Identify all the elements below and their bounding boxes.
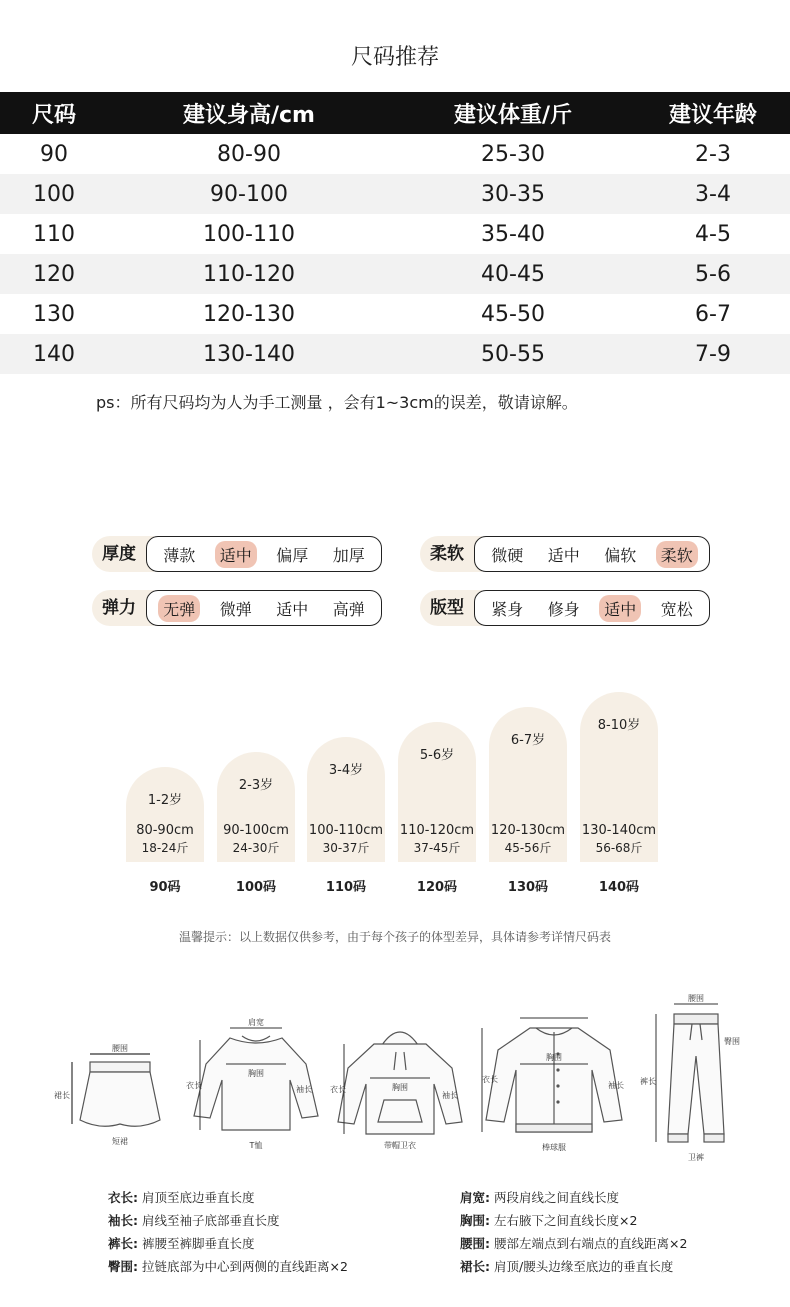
weight-range: 18-24斤 xyxy=(141,841,189,855)
age-bar xyxy=(580,692,658,862)
skirt-label-length: 裙长 xyxy=(54,1091,70,1100)
age-bar xyxy=(489,707,567,862)
definition-term: 裙长: xyxy=(460,1259,490,1274)
height-range: 120-130cm xyxy=(490,823,566,838)
attr-option: 薄款 xyxy=(163,545,196,565)
definition-row xyxy=(460,1255,687,1278)
jacket-diagram xyxy=(474,1008,634,1156)
attr-label: 厚度 xyxy=(92,536,154,572)
pants-label-waist: 腰围 xyxy=(688,994,704,1003)
table-cell: 80-90 xyxy=(217,141,281,167)
table-row xyxy=(0,174,790,214)
attr-option: 紧身 xyxy=(491,599,524,619)
definition-row xyxy=(108,1186,348,1209)
age-label: 8-10岁 xyxy=(597,718,641,733)
attr-options xyxy=(146,590,382,626)
attr-option: 修身 xyxy=(547,599,580,619)
attr-option: 偏软 xyxy=(604,545,637,565)
definition-desc: 腰部左端点到右端点的直线距离×2 xyxy=(493,1236,688,1251)
size-code: 120码 xyxy=(416,880,458,895)
table-cell: 120-130 xyxy=(203,301,295,327)
table-cell: 5-6 xyxy=(695,261,731,287)
table-cell: 90 xyxy=(40,141,68,167)
age-bar xyxy=(217,752,295,862)
table-cell: 110 xyxy=(33,221,75,247)
age-label: 1-2岁 xyxy=(147,793,183,808)
size-code: 130码 xyxy=(507,880,549,895)
pants-caption: 卫裤 xyxy=(688,1153,704,1162)
weight-range: 24-30斤 xyxy=(232,841,280,855)
attr-option: 适中 xyxy=(276,599,309,619)
attr-option: 偏厚 xyxy=(276,545,309,565)
height-range: 110-120cm xyxy=(399,823,475,838)
table-cell: 25-30 xyxy=(481,141,545,167)
pants-label-hip: 臀围 xyxy=(724,1037,740,1046)
jacket-label-sleeve: 袖长 xyxy=(608,1081,624,1090)
page-title: 尺码推荐 xyxy=(350,45,439,70)
attr-option: 加厚 xyxy=(332,545,365,565)
attr-label: 版型 xyxy=(420,590,482,626)
attr-option: 适中 xyxy=(215,541,257,568)
table-cell: 30-35 xyxy=(481,181,545,207)
table-row xyxy=(0,334,790,374)
attr-options xyxy=(474,590,710,626)
definition-desc: 裤腰至裤脚垂直长度 xyxy=(141,1236,255,1251)
definition-desc: 肩顶/腰头边缘至底边的垂直长度 xyxy=(493,1259,674,1274)
size-tip: 温馨提示：以上数据仅供参考，由于每个孩子的体型差异，具体请参考详情尺码表 xyxy=(178,930,611,944)
table-cell: 50-55 xyxy=(481,341,545,367)
table-row xyxy=(0,134,790,174)
definition-row xyxy=(460,1232,687,1255)
table-header-cell: 建议年龄 xyxy=(668,102,757,128)
table-row xyxy=(0,214,790,254)
age-label: 6-7岁 xyxy=(510,733,546,748)
hoodie-caption: 带帽卫衣 xyxy=(384,1141,416,1150)
definition-desc: 肩顶至底边垂直长度 xyxy=(141,1190,255,1205)
definition-row xyxy=(460,1209,687,1232)
definition-term: 裤长: xyxy=(108,1236,138,1251)
attr-label: 柔软 xyxy=(420,536,482,572)
hoodie-label-sleeve: 袖长 xyxy=(442,1091,458,1100)
weight-range: 45-56斤 xyxy=(504,841,552,855)
size-code: 110码 xyxy=(325,880,367,895)
table-cell: 110-120 xyxy=(203,261,295,287)
attr-option: 高弹 xyxy=(332,599,365,619)
definition-desc: 拉链底部为中心到两侧的直线距离×2 xyxy=(141,1259,348,1274)
definition-term: 胸围: xyxy=(460,1213,490,1228)
table-cell: 7-9 xyxy=(695,341,731,367)
definition-term: 衣长: xyxy=(108,1190,138,1205)
table-cell: 2-3 xyxy=(695,141,731,167)
attr-options xyxy=(146,536,382,572)
age-label: 5-6岁 xyxy=(419,748,455,763)
jacket-label-chest: 胸围 xyxy=(546,1053,562,1062)
weight-range: 30-37斤 xyxy=(322,841,370,855)
age-bar xyxy=(126,767,204,862)
tshirt-caption: T恤 xyxy=(249,1141,263,1150)
age-bar xyxy=(307,737,385,862)
definition-desc: 左右腋下之间直线长度×2 xyxy=(493,1213,638,1228)
attr-option: 无弹 xyxy=(158,595,200,622)
table-cell: 100-110 xyxy=(203,221,295,247)
skirt-label-waist: 腰围 xyxy=(112,1044,128,1053)
tshirt-label-length: 衣长 xyxy=(186,1081,202,1090)
table-cell: 120 xyxy=(33,261,75,287)
hoodie-label-length: 衣长 xyxy=(330,1085,346,1094)
age-label: 2-3岁 xyxy=(238,778,274,793)
table-cell: 35-40 xyxy=(481,221,545,247)
skirt-caption: 短裙 xyxy=(112,1137,128,1146)
height-range: 80-90cm xyxy=(136,823,194,838)
table-row xyxy=(0,254,790,294)
definitions-left xyxy=(108,1186,348,1278)
definition-term: 肩宽: xyxy=(460,1190,490,1205)
weight-range: 56-68斤 xyxy=(595,841,643,855)
attr-label: 弹力 xyxy=(92,590,154,626)
definition-row xyxy=(108,1209,348,1232)
table-cell: 45-50 xyxy=(481,301,545,327)
jacket-label-length: 衣长 xyxy=(482,1075,498,1084)
table-cell: 100 xyxy=(33,181,75,207)
table-cell: 4-5 xyxy=(695,221,731,247)
definition-desc: 肩线至袖子底部垂直长度 xyxy=(141,1213,280,1228)
height-range: 90-100cm xyxy=(223,823,289,838)
size-code: 90码 xyxy=(149,880,181,895)
table-cell: 130-140 xyxy=(203,341,295,367)
table-cell: 90-100 xyxy=(210,181,288,207)
table-row xyxy=(0,294,790,334)
hoodie-label-chest: 胸围 xyxy=(392,1083,408,1092)
age-bar xyxy=(398,722,476,862)
table-cell: 40-45 xyxy=(481,261,545,287)
attr-option: 适中 xyxy=(547,545,580,565)
table-header-cell: 建议体重/斤 xyxy=(453,102,573,128)
table-cell: 130 xyxy=(33,301,75,327)
size-code: 100码 xyxy=(235,880,277,895)
definitions-right xyxy=(460,1186,687,1278)
attr-options xyxy=(474,536,710,572)
attr-option: 适中 xyxy=(599,595,641,622)
size-code: 140码 xyxy=(598,880,640,895)
definition-row xyxy=(108,1255,348,1278)
definition-row xyxy=(108,1232,348,1255)
ps-note: ps：所有尺码均为人为手工测量 ，会有1~3cm的误差，敬请谅解。 xyxy=(96,393,578,412)
jacket-caption: 棒球服 xyxy=(542,1143,566,1152)
height-range: 130-140cm xyxy=(581,823,657,838)
definition-term: 臀围: xyxy=(108,1259,138,1274)
table-header-cell: 尺码 xyxy=(31,102,76,128)
tshirt-diagram xyxy=(186,1018,326,1152)
definition-row xyxy=(460,1186,687,1209)
height-range: 100-110cm xyxy=(308,823,384,838)
definition-term: 腰围: xyxy=(460,1236,490,1251)
table-cell: 3-4 xyxy=(695,181,731,207)
age-label: 3-4岁 xyxy=(328,763,364,778)
hoodie-diagram xyxy=(330,1018,470,1152)
tshirt-label-chest: 胸围 xyxy=(248,1069,264,1078)
tshirt-label-shoulder: 肩宽 xyxy=(248,1018,264,1027)
weight-range: 37-45斤 xyxy=(413,841,461,855)
tshirt-label-sleeve: 袖长 xyxy=(296,1085,312,1094)
size-table xyxy=(0,92,790,374)
table-header-cell: 建议身高/cm xyxy=(182,102,315,128)
attr-option: 微硬 xyxy=(491,545,524,565)
attr-option: 微弹 xyxy=(219,599,252,619)
table-header-row xyxy=(0,92,790,134)
attr-option: 柔软 xyxy=(656,541,698,568)
pants-label-length: 裤长 xyxy=(640,1077,656,1086)
pants-diagram xyxy=(640,994,750,1164)
skirt-diagram xyxy=(50,1040,190,1150)
attr-option: 宽松 xyxy=(660,599,693,619)
table-cell: 6-7 xyxy=(695,301,731,327)
definition-term: 袖长: xyxy=(108,1213,138,1228)
table-cell: 140 xyxy=(33,341,75,367)
definition-desc: 两段肩线之间直线长度 xyxy=(493,1190,619,1205)
